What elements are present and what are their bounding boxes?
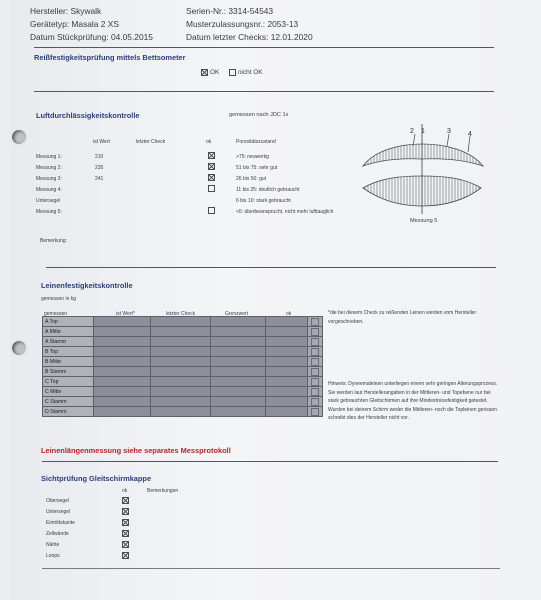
last-check-cell[interactable]	[151, 367, 211, 377]
line-name: C Stamm	[43, 397, 94, 407]
tear-ok-checkbox[interactable]	[201, 69, 208, 76]
visual-item-label: Loops	[46, 553, 60, 559]
line-name: B Top	[43, 347, 94, 357]
porosity-level: >75: neuwertig	[236, 154, 269, 160]
pointer-line	[468, 136, 470, 152]
measurement-3-ok-checkbox[interactable]	[208, 174, 215, 181]
last-check-cell[interactable]	[151, 327, 211, 337]
porosity-level: 6 bis 10: stark gebraucht	[236, 198, 291, 204]
diagram-number: 3	[447, 128, 451, 135]
empty-cell	[266, 377, 308, 387]
table-row	[43, 367, 323, 377]
measurement-2-ok-checkbox[interactable]	[208, 163, 215, 170]
divider	[42, 461, 498, 462]
porosity-level: 11 bis 25: deutlich gebraucht	[236, 187, 300, 193]
diagram-number: 2	[410, 128, 414, 135]
visual-col-ok: ok	[122, 488, 128, 494]
punch-hole	[10, 339, 28, 357]
measurement-1-ok-checkbox[interactable]	[208, 152, 215, 159]
lines-col-header: Grenzwert	[225, 311, 249, 317]
ok-checkbox[interactable]	[311, 378, 319, 386]
limit-cell[interactable]	[211, 397, 266, 407]
lines-hint: Hinweis: Dyneemaleinen unterliegen einem sehr geringen Alterungsprozess. Sie werden laut Herstellerangaben in der Mittleren- und Topebene nur bei stark gebrauchten Gleitschirmen auf ihre Mindestreissfestigkeit getestet. Wurden bei deinem Schirm weder die Mittleren- noch die Topleinen gerissen schreibt dies der Hersteller nicht vor.	[328, 381, 498, 422]
empty-cell	[266, 317, 308, 327]
ok-checkbox[interactable]	[311, 388, 319, 396]
limit-cell[interactable]	[211, 357, 266, 367]
last-check-cell[interactable]	[151, 347, 211, 357]
col-porosity: Porositätszustand	[236, 139, 276, 145]
visual-item-ok-checkbox[interactable]	[122, 497, 129, 504]
col-actual-value: ist Wert	[93, 139, 110, 145]
actual-value-cell[interactable]	[94, 347, 151, 357]
line-name: B Stamm	[43, 367, 94, 377]
lines-section-title: Leinenfestigkeitskontrolle	[41, 281, 133, 290]
table-row	[43, 317, 323, 327]
porosity-level: <6: überbeansprucht, nicht mehr lufttauglich	[236, 209, 334, 215]
line-name: B Mitte	[43, 357, 94, 367]
limit-cell[interactable]	[211, 317, 266, 327]
wing-measurement-diagram	[355, 124, 490, 228]
pointer-line	[447, 134, 449, 146]
table-row	[43, 357, 323, 367]
col-last-check: letzter Check	[136, 139, 166, 145]
line-name: C Top	[43, 377, 94, 387]
visual-item-ok-checkbox[interactable]	[122, 541, 129, 548]
line-name: A Mitte	[43, 327, 94, 337]
visual-item-label: Zellwände	[46, 531, 69, 537]
wing-top-view	[363, 144, 483, 166]
visual-col-remarks: Bemerkungen	[147, 488, 179, 494]
visual-item-ok-checkbox[interactable]	[122, 530, 129, 537]
visual-item-label: Obersegel	[46, 498, 70, 504]
ok-checkbox[interactable]	[311, 358, 319, 366]
serial-number: Serien-Nr.: 3314-54543	[186, 6, 274, 16]
divider	[34, 47, 494, 48]
line-name: A Top	[43, 317, 94, 327]
divider	[46, 267, 496, 268]
diagram-number: 4	[468, 131, 472, 138]
empty-cell	[266, 367, 308, 377]
tear-not-ok-label: nicht OK	[238, 69, 263, 76]
limit-cell[interactable]	[211, 407, 266, 417]
diagram-number: 1	[421, 128, 425, 135]
limit-cell[interactable]	[211, 387, 266, 397]
limit-cell[interactable]	[211, 377, 266, 387]
line-name: D Stamm	[43, 407, 94, 417]
last-check-cell[interactable]	[151, 377, 211, 387]
last-check-cell[interactable]	[151, 317, 211, 327]
empty-cell	[266, 357, 308, 367]
porosity-level: 26 bis 50: gut	[236, 176, 267, 182]
punch-hole	[10, 128, 28, 146]
document-page	[10, 0, 541, 600]
table-row	[43, 397, 323, 407]
measurement-label: Messung 1:	[36, 154, 62, 160]
table-row	[43, 337, 323, 347]
tear-not-ok-checkbox[interactable]	[229, 69, 236, 76]
limit-cell[interactable]	[211, 337, 266, 347]
lines-col-header: letzter Check	[166, 311, 196, 317]
lines-col-header: ok	[286, 311, 292, 317]
divider	[34, 91, 494, 92]
ok-checkbox[interactable]	[311, 348, 319, 356]
actual-value-cell[interactable]	[94, 387, 151, 397]
visual-item-ok-checkbox[interactable]	[122, 552, 129, 559]
visual-item-label: Untersegel	[46, 509, 71, 515]
line-name: C Mitte	[43, 387, 94, 397]
col-ok: ok	[206, 139, 212, 145]
visual-item-label: Nähte	[46, 542, 60, 548]
empty-cell	[266, 347, 308, 357]
actual-value-cell[interactable]	[94, 367, 151, 377]
lines-unit: gemessen in kg	[41, 296, 77, 302]
empty-cell	[266, 407, 308, 417]
porosity-level: 51 bis 75: sehr gut	[236, 165, 278, 171]
limit-cell[interactable]	[211, 367, 266, 377]
measurement-label: Messung 4:	[36, 187, 62, 193]
air-section-title: Luftdurchlässigkeitskontrolle	[36, 111, 140, 120]
last-check-date: Datum letzter Checks: 12.01.2020	[186, 32, 313, 42]
measurement-5-ok-checkbox[interactable]	[208, 207, 215, 214]
actual-value-cell[interactable]	[94, 317, 151, 327]
divider	[42, 568, 500, 569]
ok-checkbox[interactable]	[311, 398, 319, 406]
limit-cell[interactable]	[211, 347, 266, 357]
empty-cell	[266, 387, 308, 397]
line-name: A Stamm	[43, 337, 94, 347]
lines-col-header: ist Wert*	[116, 311, 135, 317]
ok-checkbox[interactable]	[311, 338, 319, 346]
measurement-value: 210	[95, 154, 104, 160]
limit-cell[interactable]	[211, 327, 266, 337]
empty-cell	[266, 337, 308, 347]
visual-item-ok-checkbox[interactable]	[122, 508, 129, 515]
device-type: Gerätetyp: Masala 2 XS	[30, 19, 119, 29]
last-check-cell[interactable]	[151, 337, 211, 347]
line-strength-table	[42, 316, 323, 417]
table-row	[43, 347, 323, 357]
air-method: gemessen nach JDC 1s	[229, 112, 289, 118]
measurement-label: Untersegel	[36, 198, 61, 204]
lines-footnote: *die bei diesem Check zu reißenden Leinen werden vom Hersteller vorgeschrieben.	[328, 310, 477, 325]
ok-checkbox[interactable]	[311, 328, 319, 336]
last-check-cell[interactable]	[151, 407, 211, 417]
tear-section-title: Reißfestigkeitsprüfung mittels Bettsometer	[34, 53, 186, 62]
ok-checkbox[interactable]	[311, 368, 319, 376]
measurement-label: Messung 2:	[36, 165, 62, 171]
last-check-cell[interactable]	[151, 387, 211, 397]
measurement-value: 241	[95, 176, 104, 182]
empty-cell	[266, 327, 308, 337]
actual-value-cell[interactable]	[94, 327, 151, 337]
empty-cell	[266, 397, 308, 407]
measurement-label: Messung 3:	[36, 176, 62, 182]
tear-ok-label: OK	[210, 69, 220, 76]
table-row	[43, 327, 323, 337]
measurement-value: 235	[95, 165, 104, 171]
last-check-cell[interactable]	[151, 397, 211, 407]
ok-checkbox[interactable]	[311, 408, 319, 416]
ok-checkbox[interactable]	[311, 318, 319, 326]
actual-value-cell[interactable]	[94, 357, 151, 367]
actual-value-cell[interactable]	[94, 337, 151, 347]
actual-value-cell[interactable]	[94, 377, 151, 387]
actual-value-cell[interactable]	[94, 397, 151, 407]
length-measurement-note: Leinenlängenmessung siehe separates Messprotokoll	[41, 446, 231, 455]
diagram-caption: Messung 5	[410, 218, 438, 224]
last-check-cell[interactable]	[151, 357, 211, 367]
approval-number: Musterzulassungsnr.: 2053-13	[186, 19, 299, 29]
manufacturer: Hersteller: Skywalk	[30, 6, 102, 16]
lines-col-header: gemessen	[44, 311, 68, 317]
visual-item-ok-checkbox[interactable]	[122, 519, 129, 526]
table-row	[43, 377, 323, 387]
measurement-4-ok-checkbox[interactable]	[208, 185, 215, 192]
visual-section-title: Sichtprüfung Gleitschirmkappe	[41, 474, 152, 483]
table-row	[43, 387, 323, 397]
measurement-label: Messung 5:	[36, 209, 62, 215]
actual-value-cell[interactable]	[94, 407, 151, 417]
visual-item-label: Eintrittskante	[46, 520, 75, 526]
remark-label: Bemerkung:	[40, 238, 67, 244]
table-row	[43, 407, 323, 417]
inspection-date: Datum Stückprüfung: 04.05.2015	[30, 32, 153, 42]
